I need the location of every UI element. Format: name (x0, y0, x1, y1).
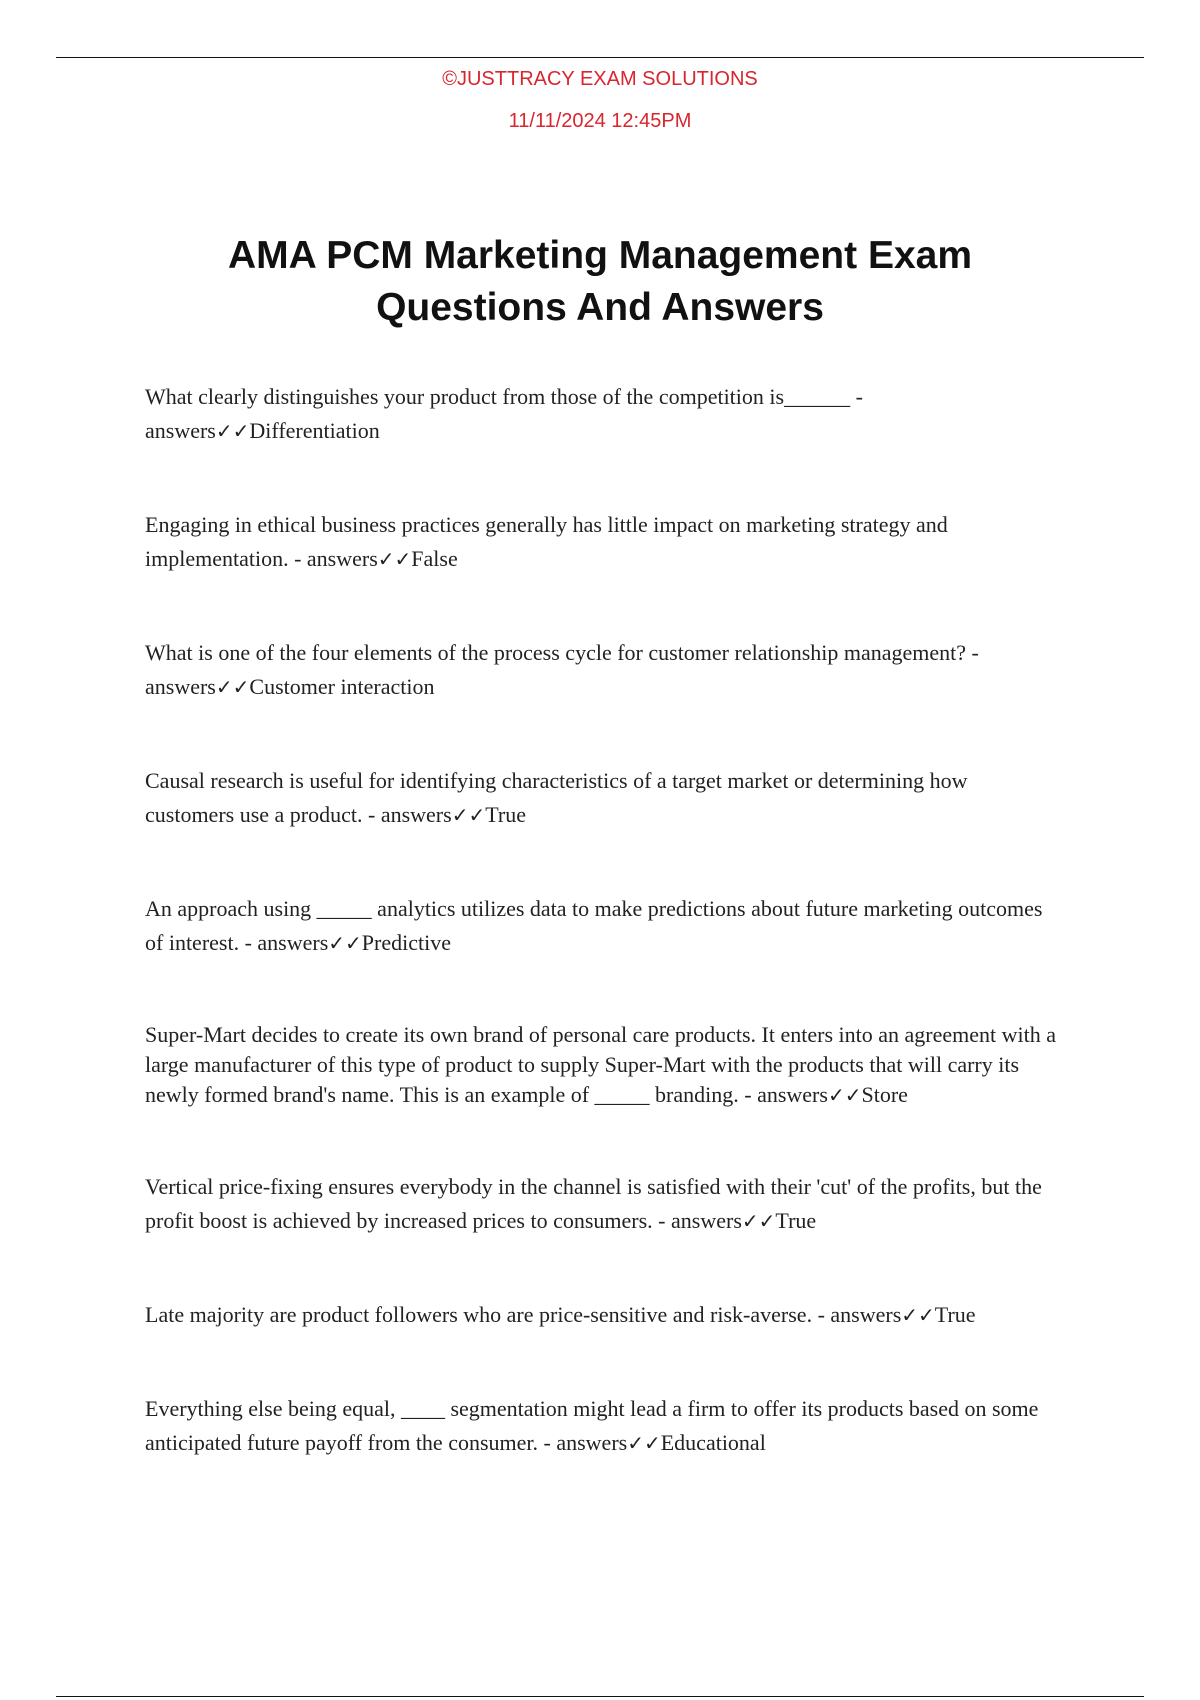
check-mark-icon: ✓✓ (377, 547, 412, 571)
answer-text: Predictive (361, 930, 451, 955)
answer-text: True (485, 802, 526, 827)
check-mark-icon: ✓✓ (827, 1083, 862, 1107)
check-mark-icon: ✓✓ (328, 931, 362, 955)
check-mark-icon: ✓✓ (741, 1209, 776, 1233)
top-rule (56, 57, 1144, 58)
answer-text: True (934, 1302, 976, 1327)
question-text: What is one of the four elements of the process cycle for customer relationship management? - answers (145, 640, 979, 699)
check-mark-icon: ✓✓ (215, 419, 250, 443)
question-text: An approach using _____ analytics utilizes data to make predictions about future marketing outcomes of interest. - answers (145, 896, 1043, 955)
qa-item (145, 764, 1060, 832)
question-text: Everything else being equal, ____ segmentation might lead a firm to offer its products based on some anticipated future payoff from the consumer. - answers (145, 1396, 1039, 1455)
question-text: Vertical price-fixing ensures everybody in the channel is satisfied with their 'cut' of the profits, but the profit boost is achieved by increased prices to consumers. - answers (145, 1174, 1042, 1233)
document-title: AMA PCM Marketing Management Exam Questions And Answers (227, 234, 973, 329)
question-text: What clearly distinguishes your product from those of the competition is______ - answers (145, 384, 863, 443)
qa-item (145, 892, 1060, 960)
copyright-notice: ©JUSTTRACY EXAM SOLUTIONS (442, 68, 758, 90)
answer-text: False (411, 546, 458, 571)
qa-item (145, 1392, 1060, 1460)
qa-list (145, 380, 1060, 1520)
answer-text: Educational (660, 1430, 766, 1455)
qa-item (145, 636, 1060, 704)
question-text: Engaging in ethical business practices generally has little impact on marketing strategy and implementation. - answers (145, 512, 948, 571)
bottom-rule (56, 1696, 1144, 1697)
answer-text: True (775, 1208, 817, 1233)
qa-item (145, 1170, 1060, 1238)
page-header (0, 68, 1200, 132)
qa-item (145, 508, 1060, 576)
check-mark-icon: ✓✓ (901, 1303, 935, 1327)
answer-text: Customer interaction (249, 674, 435, 699)
qa-item (145, 380, 1060, 448)
document-datetime: 11/11/2024 12:45PM (508, 110, 692, 132)
answer-text: Store (861, 1082, 908, 1107)
question-text: Late majority are product followers who are price-sensitive and risk-averse. - answers (145, 1302, 902, 1327)
check-mark-icon: ✓✓ (215, 675, 250, 699)
answer-text: Differentiation (249, 418, 380, 443)
question-text: Causal research is useful for identifying characteristics of a target market or determining how customers use a product. - answers (145, 768, 968, 827)
qa-item (145, 1020, 1060, 1110)
check-mark-icon: ✓✓ (451, 803, 486, 827)
check-mark-icon: ✓✓ (627, 1431, 661, 1455)
question-text: Super-Mart decides to create its own brand of personal care products. It enters into an agreement with a large manufacturer of this type of product to supply Super-Mart with the products that will carry its newly formed brand's name. This is an example of _____ branding. - answers (145, 1022, 1057, 1107)
qa-item (145, 1298, 1060, 1332)
